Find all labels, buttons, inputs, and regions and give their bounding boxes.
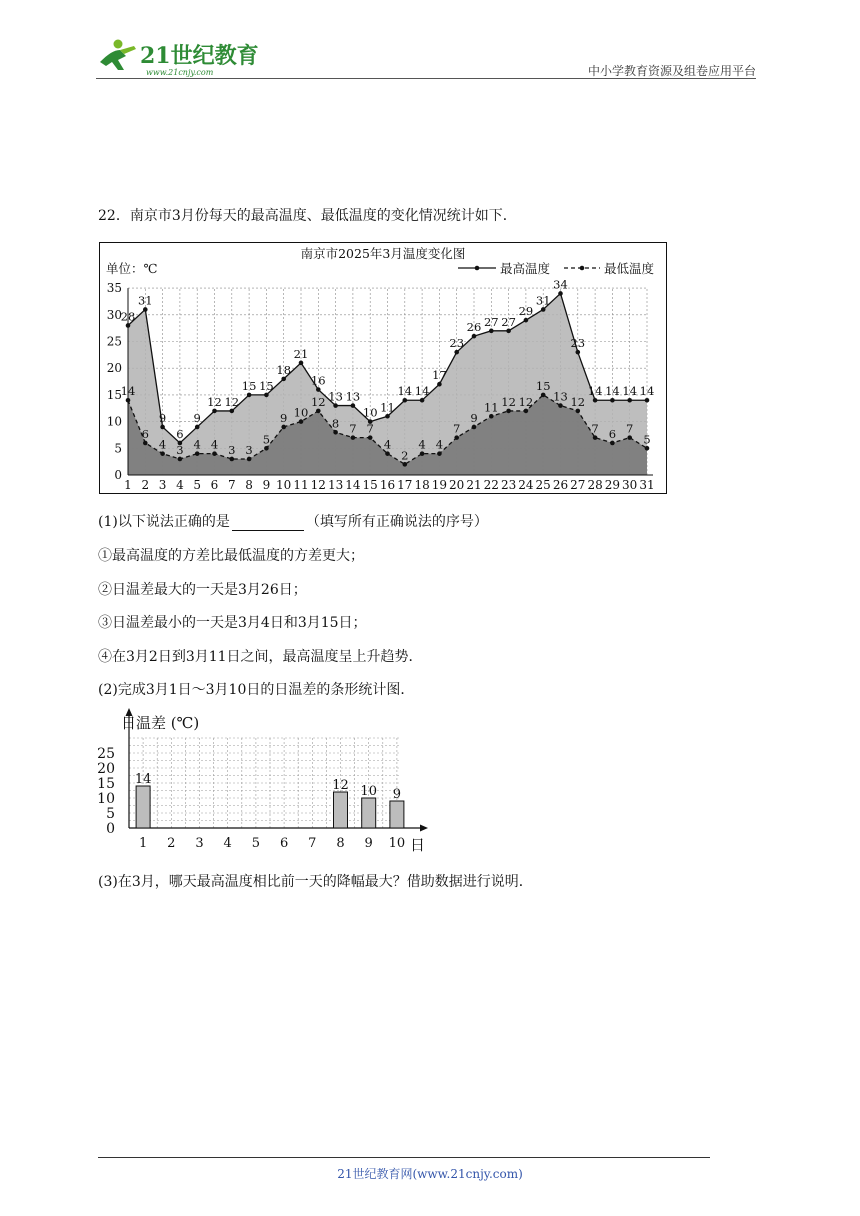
- x-tick-label: 26: [552, 478, 569, 492]
- data-label-low: 11: [483, 400, 499, 415]
- x-tick-label: 27: [570, 478, 586, 492]
- data-point-high: [437, 382, 442, 387]
- data-point-high: [281, 377, 286, 382]
- data-point-low: [610, 441, 615, 446]
- data-point-low: [178, 457, 183, 462]
- x-tick-label: 6: [210, 478, 219, 492]
- data-label-low: 12: [310, 394, 326, 409]
- y-tick-label: 20: [106, 361, 122, 376]
- data-label-low: 3: [245, 442, 253, 457]
- data-point-low: [195, 451, 200, 456]
- data-point-high: [576, 350, 581, 355]
- part3-question: (3)在3月，哪天最高温度相比前一天的降幅最大？借助数据进行说明．: [98, 874, 533, 890]
- y-tick-label: 0: [106, 821, 115, 837]
- data-label-high: 21: [293, 346, 309, 361]
- data-label-low: 7: [366, 421, 374, 436]
- temp-diff-bar-chart: [96, 708, 436, 858]
- data-label-low: 5: [643, 432, 651, 447]
- data-label-high: 26: [466, 320, 482, 335]
- data-point-high: [558, 291, 563, 296]
- data-label-low: 10: [293, 405, 309, 420]
- data-point-low: [593, 435, 598, 440]
- data-label-high: 15: [259, 378, 274, 393]
- data-label-high: 29: [518, 304, 534, 319]
- data-label-low: 3: [176, 442, 184, 457]
- statement-4: ④在3月2日到3月11日之间，最高温度呈上升趋势．: [98, 649, 423, 665]
- data-point-low: [351, 435, 356, 440]
- data-label-low: 9: [280, 410, 288, 425]
- data-label-high: 16: [310, 373, 326, 388]
- data-label-low: 12: [570, 394, 586, 409]
- temperature-chart-svg: [100, 243, 666, 493]
- x-tick-label: 3: [158, 478, 167, 492]
- y-tick-label: 10: [106, 414, 122, 429]
- x-tick-label: 8: [245, 478, 253, 492]
- data-label-low: 7: [626, 421, 634, 436]
- data-point-high: [385, 414, 390, 419]
- x-tick-label: 1: [138, 836, 148, 851]
- data-point-high: [593, 398, 598, 403]
- data-label-low: 6: [608, 426, 617, 441]
- legend-marker-low: [580, 266, 585, 271]
- data-label-high: 9: [193, 410, 201, 425]
- data-point-low: [230, 457, 235, 462]
- data-point-high: [506, 329, 511, 334]
- data-point-low: [576, 409, 581, 414]
- x-tick-label: 9: [364, 836, 373, 851]
- data-point-high: [541, 307, 546, 312]
- data-point-high: [420, 398, 425, 403]
- data-label-high: 14: [587, 384, 603, 399]
- data-point-high: [264, 393, 269, 398]
- legend-label-low: 最低温度: [604, 261, 655, 276]
- data-point-high: [126, 323, 131, 328]
- y-tick-label: 35: [106, 281, 122, 296]
- x-tick-label: 29: [604, 478, 621, 492]
- logo-subtext: www.21cnjy.com: [146, 68, 214, 77]
- answer-blank[interactable]: [232, 516, 304, 531]
- x-tick-label: 28: [587, 478, 603, 492]
- data-point-low: [454, 435, 459, 440]
- data-point-low: [160, 451, 165, 456]
- x-tick-label: 12: [310, 478, 326, 492]
- bar-value-label: 10: [360, 784, 377, 799]
- data-label-high: 14: [639, 384, 655, 399]
- data-point-high: [333, 403, 338, 408]
- data-label-high: 14: [605, 384, 620, 399]
- part1-question: [98, 513, 488, 531]
- y-tick-label: 5: [106, 806, 115, 822]
- x-tick-label: 18: [414, 478, 430, 492]
- runner-logo-icon: [100, 40, 136, 71]
- data-label-high: 23: [570, 336, 586, 351]
- data-label-low: 3: [228, 442, 236, 457]
- x-tick-label: 11: [293, 478, 309, 492]
- x-tick-label: 6: [279, 836, 289, 851]
- data-point-high: [299, 361, 304, 366]
- x-tick-label: 19: [431, 478, 448, 492]
- x-axis-title: 日: [410, 836, 426, 854]
- y-tick-label: 30: [106, 307, 122, 322]
- data-label-high: 12: [207, 394, 222, 409]
- data-label-high: 34: [553, 277, 568, 292]
- data-point-low: [437, 451, 442, 456]
- y-tick-label: 0: [114, 468, 122, 482]
- data-point-low: [264, 446, 269, 451]
- data-point-high: [195, 425, 200, 430]
- data-point-low: [368, 435, 373, 440]
- data-label-high: 10: [362, 405, 378, 420]
- data-label-low: 14: [120, 384, 136, 399]
- part2-question: (2)完成3月1日～3月10日的日温差的条形统计图．: [98, 682, 415, 698]
- data-point-low: [420, 451, 425, 456]
- data-label-low: 4: [383, 437, 392, 452]
- part1-prefix: (1)以下说法正确的是: [98, 514, 230, 530]
- data-point-high: [645, 398, 650, 403]
- y-tick-label: 5: [114, 441, 122, 456]
- data-point-low: [316, 409, 321, 414]
- y-tick-label: 15: [97, 776, 115, 792]
- data-label-high: 15: [241, 378, 257, 393]
- x-tick-label: 9: [262, 478, 271, 492]
- x-tick-label: 25: [535, 478, 551, 492]
- data-point-low: [558, 403, 563, 408]
- data-point-high: [212, 409, 217, 414]
- y-tick-label: 25: [106, 334, 122, 349]
- data-label-high: 27: [483, 314, 499, 329]
- data-label-low: 8: [331, 416, 340, 431]
- data-label-high: 18: [276, 362, 292, 377]
- x-tick-label: 5: [251, 836, 261, 851]
- data-point-low: [524, 409, 529, 414]
- data-point-low: [281, 425, 286, 430]
- data-label-low: 7: [591, 421, 599, 436]
- statement-2: ②日温差最大的一天是3月26日；: [98, 582, 307, 598]
- data-label-high: 9: [158, 410, 167, 425]
- x-tick-label: 5: [193, 478, 202, 492]
- data-label-high: 12: [224, 394, 240, 409]
- data-point-high: [627, 398, 632, 403]
- x-tick-label: 17: [397, 478, 413, 492]
- data-point-low: [143, 441, 148, 446]
- part1-suffix: （填写所有正确说法的序号）: [305, 514, 488, 530]
- data-point-low: [645, 446, 650, 451]
- data-point-low: [247, 457, 252, 462]
- data-point-low: [299, 419, 304, 424]
- data-label-high: 28: [120, 309, 136, 324]
- header-slogan: 中小学教育资源及组卷应用平台: [587, 64, 756, 78]
- x-tick-label: 1: [124, 478, 132, 492]
- footer-text: 21世纪教育网(www.21cnjy.com): [337, 1167, 523, 1181]
- x-tick-label: 20: [449, 478, 465, 492]
- footer-divider: [98, 1157, 710, 1158]
- data-point-low: [489, 414, 494, 419]
- bar: [136, 786, 150, 828]
- header-divider: [96, 78, 756, 79]
- data-label-high: 14: [414, 384, 430, 399]
- x-tick-label: 8: [336, 836, 345, 851]
- x-tick-label: 7: [227, 478, 236, 492]
- data-point-low: [212, 451, 217, 456]
- data-label-low: 15: [535, 378, 551, 393]
- statement-1: ①最高温度的方差比最低温度的方差更大；: [98, 548, 364, 564]
- chart-title: 南京市2025年3月温度变化图: [300, 246, 466, 261]
- x-tick-label: 15: [362, 478, 378, 492]
- y-axis-unit: 单位：℃: [106, 261, 158, 276]
- y-tick-label: 10: [97, 791, 115, 807]
- data-label-low: 12: [518, 394, 534, 409]
- data-label-low: 7: [453, 421, 461, 436]
- legend-marker-high: [475, 266, 480, 271]
- data-point-high: [403, 398, 408, 403]
- data-point-high: [472, 334, 477, 339]
- legend-label-high: 最高温度: [500, 261, 551, 276]
- x-tick-label: 10: [276, 478, 292, 492]
- data-point-high: [316, 387, 321, 392]
- data-point-high: [454, 350, 459, 355]
- x-tick-label: 16: [379, 478, 396, 492]
- data-label-low: 4: [210, 437, 219, 452]
- y-tick-label: 25: [97, 746, 115, 762]
- data-point-low: [506, 409, 511, 414]
- x-tick-label: 7: [308, 836, 317, 851]
- x-tick-label: 13: [327, 478, 344, 492]
- data-label-high: 11: [380, 400, 395, 415]
- y-tick-label: 20: [97, 761, 115, 777]
- data-label-low: 13: [553, 389, 568, 404]
- data-label-low: 4: [418, 437, 426, 452]
- data-label-high: 17: [432, 368, 447, 383]
- y-axis-title: 日温差 (℃): [121, 714, 200, 732]
- x-tick-label: 24: [518, 478, 534, 492]
- bar-value-label: 14: [134, 772, 152, 787]
- data-label-low: 12: [501, 394, 516, 409]
- data-label-low: 7: [349, 421, 357, 436]
- logo-text: 21世纪教育: [140, 43, 259, 69]
- bar: [334, 792, 348, 828]
- data-label-low: 4: [435, 437, 444, 452]
- x-tick-label: 21: [466, 478, 482, 492]
- data-label-high: 23: [449, 336, 465, 351]
- data-point-low: [126, 398, 131, 403]
- data-label-high: 14: [397, 384, 413, 399]
- y-tick-label: 15: [106, 387, 122, 402]
- x-tick-label: 14: [345, 478, 361, 492]
- data-point-low: [541, 393, 546, 398]
- data-point-high: [351, 403, 356, 408]
- bar: [390, 801, 404, 828]
- bar-grid: [129, 738, 400, 828]
- data-label-low: 4: [193, 437, 201, 452]
- site-logo: [96, 36, 266, 80]
- x-tick-label: 31: [639, 478, 655, 492]
- x-tick-label: 22: [483, 478, 499, 492]
- x-tick-label: 4: [176, 478, 184, 492]
- data-point-high: [143, 307, 148, 312]
- data-point-high: [610, 398, 615, 403]
- data-point-low: [385, 451, 390, 456]
- question-title: 22．南京市3月份每天的最高温度、最低温度的变化情况统计如下．: [98, 208, 517, 224]
- data-point-low: [333, 430, 338, 435]
- x-tick-label: 2: [167, 836, 176, 851]
- x-tick-label: 3: [195, 836, 204, 851]
- x-tick-label: 4: [223, 836, 232, 851]
- data-label-high: 6: [176, 426, 184, 441]
- data-label-low: 6: [141, 426, 149, 441]
- data-point-high: [524, 318, 529, 323]
- data-point-high: [160, 425, 165, 430]
- data-point-low: [472, 425, 477, 430]
- bar: [362, 798, 376, 828]
- statement-3: ③日温差最小的一天是3月4日和3月15日；: [98, 615, 367, 631]
- data-label-high: 13: [345, 389, 361, 404]
- data-label-low: 4: [158, 437, 167, 452]
- data-label-high: 31: [137, 293, 153, 308]
- data-point-high: [230, 409, 235, 414]
- data-label-high: 27: [501, 314, 516, 329]
- x-tick-label: 10: [388, 836, 406, 851]
- data-label-high: 13: [328, 389, 343, 404]
- data-point-high: [247, 393, 252, 398]
- data-label-high: 31: [535, 293, 551, 308]
- x-tick-label: 2: [141, 478, 150, 492]
- temperature-chart: [99, 242, 667, 494]
- x-tick-label: 30: [622, 478, 638, 492]
- data-point-low: [403, 462, 408, 467]
- data-label-high: 14: [622, 384, 638, 399]
- data-label-low: 2: [401, 448, 409, 463]
- data-point-high: [489, 329, 494, 334]
- x-axis-arrow: [420, 825, 428, 832]
- bar-value-label: 9: [392, 787, 402, 802]
- data-label-low: 9: [470, 410, 478, 425]
- data-point-low: [627, 435, 632, 440]
- data-label-low: 5: [262, 432, 271, 447]
- x-tick-label: 23: [500, 478, 517, 492]
- bar-value-label: 12: [332, 778, 349, 793]
